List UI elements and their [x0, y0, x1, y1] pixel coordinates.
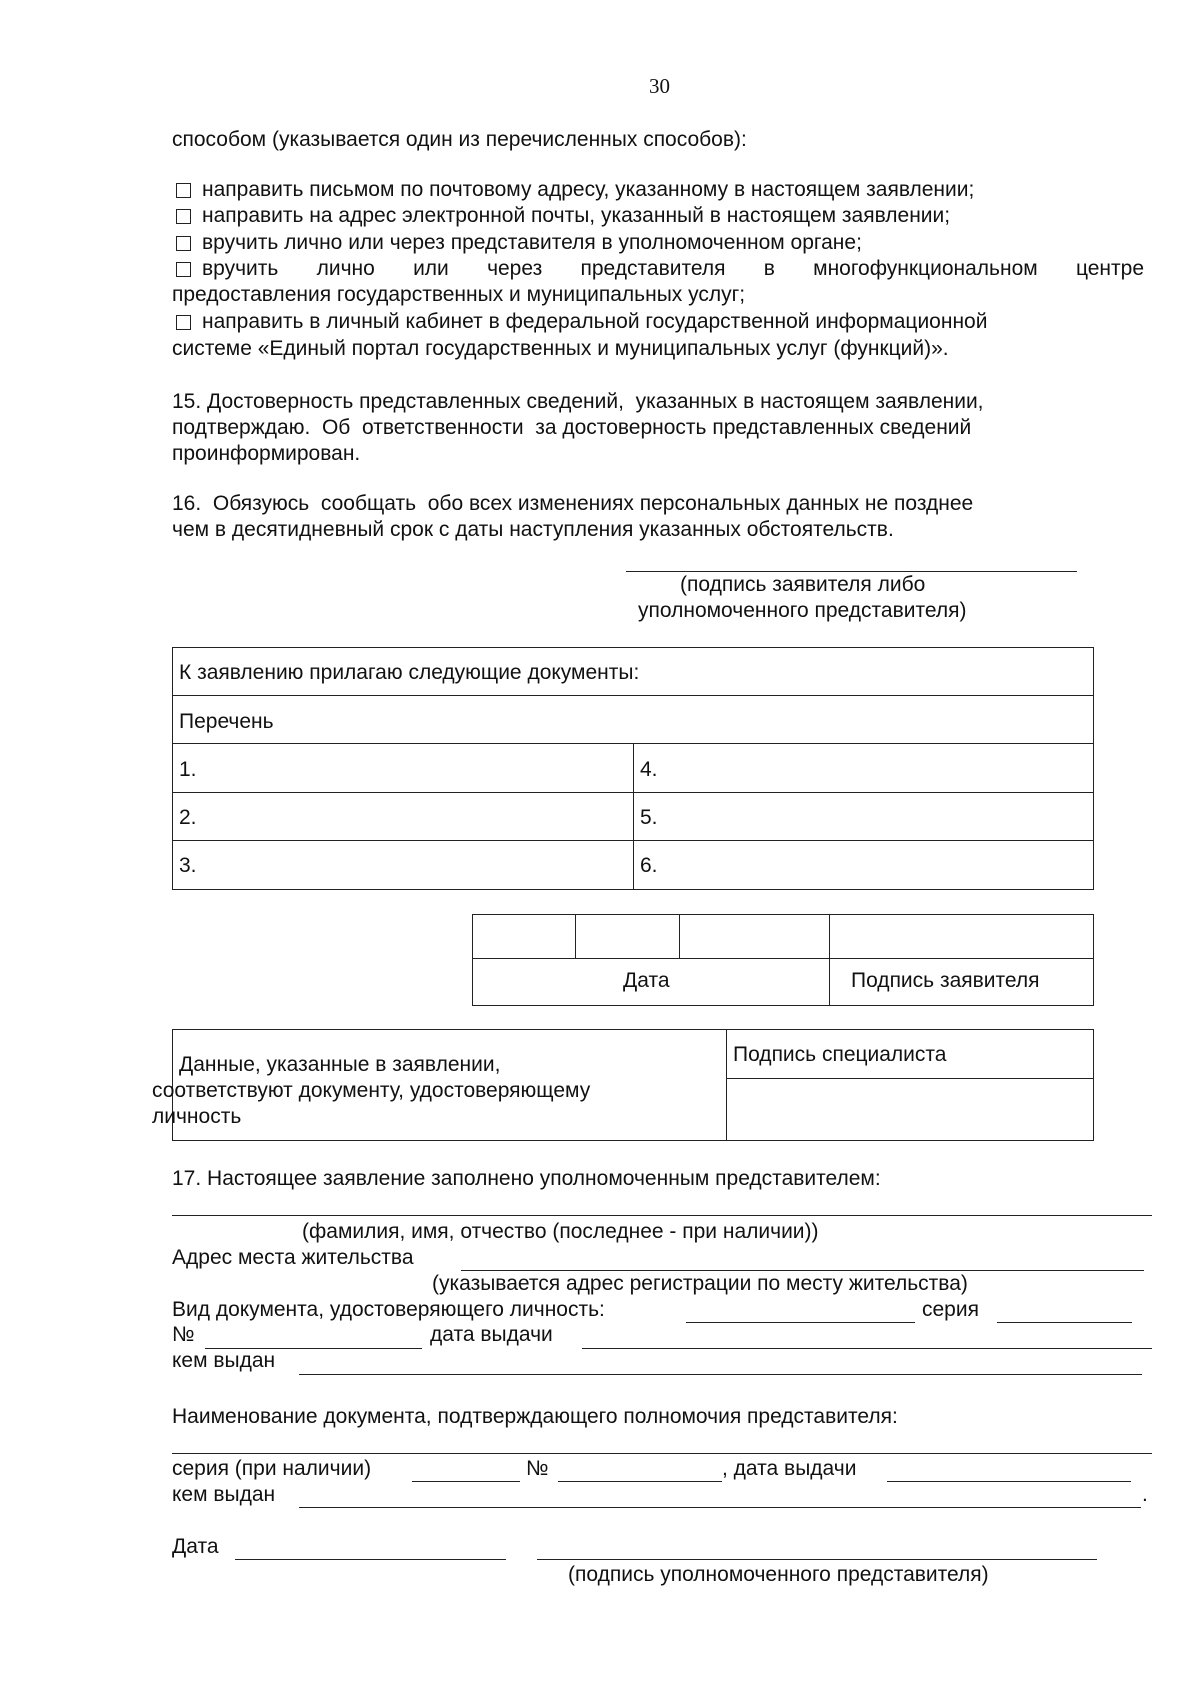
- document-cell-2[interactable]: 2.: [179, 806, 197, 829]
- authority-doc-line[interactable]: [172, 1453, 1152, 1454]
- issued-by-line[interactable]: [299, 1374, 1142, 1375]
- doc-kind-line[interactable]: [686, 1322, 915, 1323]
- option-label: направить письмом по почтовому адресу, указанному в настоящем заявлении;: [202, 178, 975, 201]
- fio-caption: (фамилия, имя, отчество (последнее - при наличии)): [302, 1220, 819, 1243]
- table-divider: [726, 1029, 727, 1141]
- applicant-signature-caption-1: (подпись заявителя либо: [680, 573, 926, 596]
- issue-date-line[interactable]: [582, 1348, 1152, 1349]
- series-line[interactable]: [997, 1322, 1132, 1323]
- p15-line2: подтверждаю. Об ответственности за достоверность представленных сведений: [172, 416, 972, 439]
- table-divider: [633, 743, 634, 890]
- authority-doc-label: Наименование документа, подтверждающего полномочия представителя:: [172, 1405, 898, 1428]
- number-label-2: №: [526, 1457, 549, 1480]
- number-label: №: [172, 1323, 195, 1346]
- applicant-signature-label: Подпись заявителя: [851, 969, 1040, 992]
- table-divider: [726, 1078, 1094, 1079]
- final-date-line[interactable]: [235, 1559, 506, 1560]
- intro-text: способом (указывается один из перечисленных способов):: [172, 128, 747, 151]
- table-divider: [679, 914, 680, 958]
- p15-line3: проинформирован.: [172, 442, 361, 465]
- documents-table-subheader: Перечень: [179, 710, 274, 733]
- checkbox[interactable]: [176, 315, 191, 330]
- document-cell-4[interactable]: 4.: [640, 758, 658, 781]
- option-label: [202, 256, 1144, 282]
- checkbox[interactable]: [176, 262, 191, 277]
- issue-date-label-2: , дата выдачи: [722, 1457, 857, 1480]
- fio-line[interactable]: [172, 1215, 1152, 1216]
- option-word: или: [413, 257, 449, 280]
- document-cell-5[interactable]: 5.: [640, 806, 658, 829]
- number-line-2[interactable]: [558, 1481, 722, 1482]
- checkbox[interactable]: [176, 236, 191, 251]
- issued-by-line-2[interactable]: [299, 1507, 1141, 1508]
- table-divider: [829, 914, 830, 1006]
- document-cell-3[interactable]: 3.: [179, 854, 197, 877]
- p16-line2: чем в десятидневный срок с даты наступления указанных обстоятельств.: [172, 518, 894, 541]
- table-divider: [472, 958, 1094, 959]
- rep-signature-caption: (подпись уполномоченного представителя): [568, 1563, 989, 1586]
- end-period: .: [1142, 1483, 1148, 1506]
- address-caption: (указывается адрес регистрации по месту жительства): [432, 1272, 968, 1295]
- option-in-person-mfc: [176, 256, 1144, 282]
- table-divider: [172, 695, 1094, 696]
- option-epgu: [176, 309, 987, 335]
- verification-text-2: соответствуют документу, удостоверяющему: [152, 1079, 591, 1102]
- issued-by-label: кем выдан: [172, 1349, 276, 1372]
- applicant-signature-caption-2: уполномоченного представителя): [638, 599, 967, 622]
- documents-table-header: К заявлению прилагаю следующие документы:: [179, 661, 640, 684]
- option-mail: [176, 177, 974, 203]
- option-email: [176, 203, 950, 229]
- option-in-person-authority: [176, 230, 862, 256]
- table-divider: [575, 914, 576, 958]
- checkbox[interactable]: [176, 209, 191, 224]
- option-epgu-cont: системе «Единый портал государственных и муниципальных услуг (функций)».: [172, 337, 949, 360]
- series-optional-line[interactable]: [412, 1481, 520, 1482]
- issue-date-label: дата выдачи: [430, 1323, 553, 1346]
- option-word: в: [763, 257, 775, 280]
- document-cell-6[interactable]: 6.: [640, 854, 658, 877]
- option-word: через: [487, 257, 543, 280]
- issue-date-line-2[interactable]: [887, 1481, 1131, 1482]
- final-date-label: Дата: [172, 1535, 219, 1558]
- option-word: вручить: [202, 257, 279, 280]
- checkbox[interactable]: [176, 183, 191, 198]
- option-label: вручить лично или через представителя в уполномоченном органе;: [202, 231, 862, 254]
- option-word: представителя: [580, 257, 726, 280]
- option-word: центре: [1075, 257, 1144, 280]
- option-in-person-mfc-cont: предоставления государственных и муниципальных услуг;: [172, 283, 746, 306]
- document-cell-1[interactable]: 1.: [179, 758, 197, 781]
- option-label: направить на адрес электронной почты, указанный в настоящем заявлении;: [202, 204, 951, 227]
- p17-title: 17. Настоящее заявление заполнено уполномоченным представителем:: [172, 1167, 881, 1190]
- p16-line1: 16. Обязуюсь сообщать обо всех изменениях персональных данных не позднее: [172, 492, 974, 515]
- date-label: Дата: [623, 969, 670, 992]
- option-word: лично: [316, 257, 375, 280]
- verification-text-3: личность: [152, 1105, 242, 1128]
- p15-line1: 15. Достоверность представленных сведений, указанных в настоящем заявлении,: [172, 390, 984, 413]
- verification-text-1: Данные, указанные в заявлении,: [179, 1053, 501, 1076]
- rep-signature-line[interactable]: [537, 1559, 1097, 1560]
- address-label: Адрес места жительства: [172, 1246, 414, 1269]
- option-label: направить в личный кабинет в федеральной государственной информационной: [202, 310, 988, 333]
- option-word: многофункциональном: [813, 257, 1038, 280]
- specialist-signature-label: Подпись специалиста: [733, 1043, 947, 1066]
- series-optional-label: серия (при наличии): [172, 1457, 372, 1480]
- issued-by-label-2: кем выдан: [172, 1483, 276, 1506]
- doc-kind-label: Вид документа, удостоверяющего личность:: [172, 1298, 605, 1321]
- series-label: серия: [922, 1298, 979, 1321]
- page-number: 30: [649, 74, 670, 98]
